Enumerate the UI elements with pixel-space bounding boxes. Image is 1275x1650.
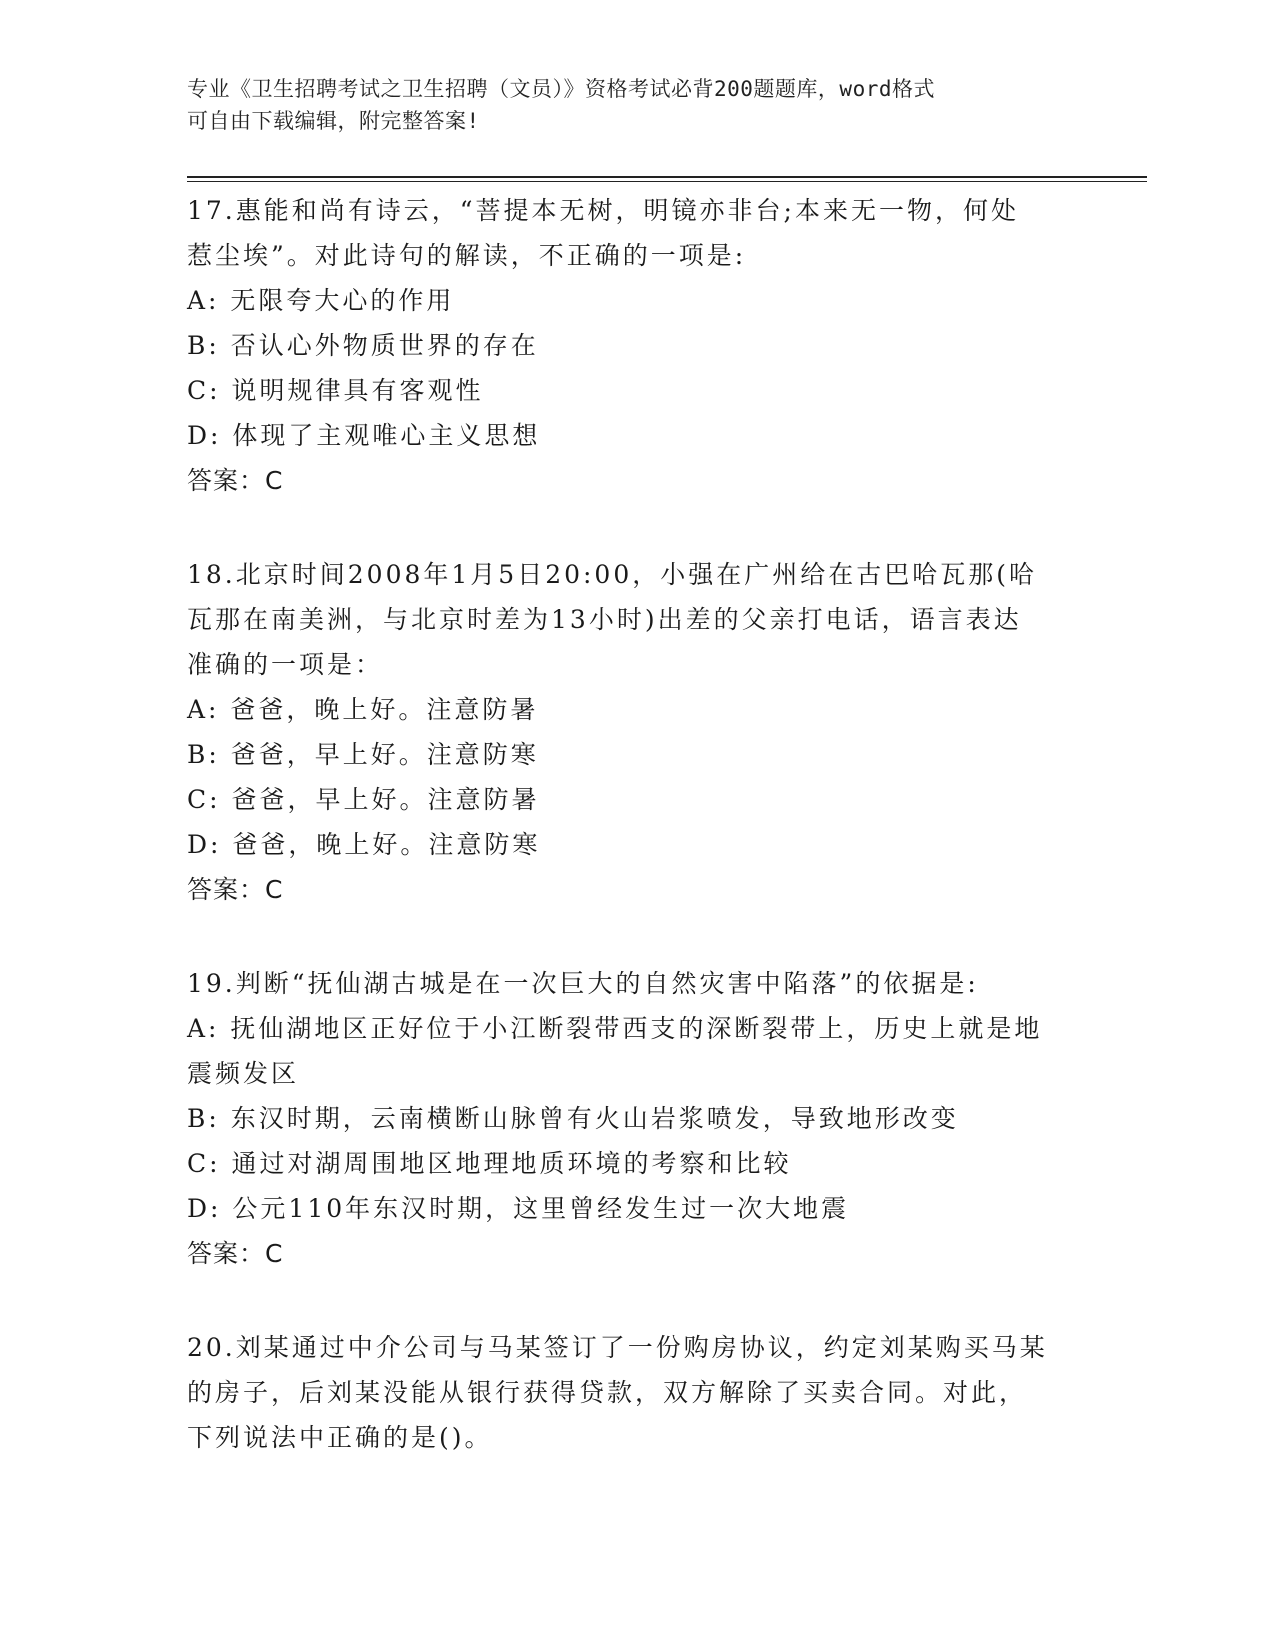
question-17 [187,188,1067,503]
option-b: B: 爸爸，早上好。注意防寒 [187,740,539,769]
question-stem-line: 下列说法中正确的是()。 [187,1423,493,1452]
option-c: C: 通过对湖周围地区地理地质环境的考察和比较 [187,1149,792,1178]
question-stem-line: 19.判断“抚仙湖古城是在一次巨大的自然灾害中陷落”的依据是: [187,969,979,998]
answer-line: 答案：C [187,466,284,495]
question-spacer [187,1276,1067,1325]
question-stem-line: 惹尘埃”。对此诗句的解读，不正确的一项是: [187,241,747,270]
question-20 [187,1325,1067,1460]
question-19 [187,961,1067,1276]
question-stem-line: 20.刘某通过中介公司与马某签订了一份购房协议，约定刘某购买马某 [187,1333,1048,1362]
option-a: A: 无限夸大心的作用 [187,286,455,315]
header-line-2: 可自由下载编辑，附完整答案! [187,109,480,133]
option-d: D: 公元110年东汉时期，这里曾经发生过一次大地震 [187,1194,850,1223]
option-a: A: 爸爸，晚上好。注意防暑 [187,695,539,724]
option-c: C: 说明规律具有客观性 [187,376,484,405]
question-stem-line: 18.北京时间2008年1月5日20:00，小强在广州给在古巴哈瓦那(哈 [187,560,1037,589]
option-b: B: 否认心外物质世界的存在 [187,331,539,360]
question-list [187,188,1067,1460]
option-c: C: 爸爸，早上好。注意防暑 [187,785,540,814]
question-spacer [187,503,1067,552]
document-header [187,73,1087,137]
question-18 [187,552,1067,912]
header-line-1: 专业《卫生招聘考试之卫生招聘（文员）》资格考试必背200题题库，word格式 [187,77,935,101]
question-stem-line: 瓦那在南美洲，与北京时差为13小时)出差的父亲打电话，语言表达 [187,605,1022,634]
option-a: A: 抚仙湖地区正好位于小江断裂带西支的深断裂带上，历史上就是地 [187,1014,1043,1043]
option-d: D: 爸爸，晚上好。注意防寒 [187,830,541,859]
option-a-continued: 震频发区 [187,1059,300,1088]
header-rule-thin [187,181,1147,182]
answer-line: 答案：C [187,875,284,904]
answer-line: 答案：C [187,1239,284,1268]
question-stem-line: 17.惠能和尚有诗云，“菩提本无树，明镜亦非台;本来无一物，何处 [187,196,1019,225]
question-stem-line: 准确的一项是： [187,650,384,679]
option-b: B: 东汉时期，云南横断山脉曾有火山岩浆喷发，导致地形改变 [187,1104,959,1133]
question-stem-line: 的房子，后刘某没能从银行获得贷款，双方解除了买卖合同。对此， [187,1378,1028,1407]
question-spacer [187,912,1067,961]
header-rule-thick [187,176,1147,178]
option-d: D: 体现了主观唯心主义思想 [187,421,541,450]
